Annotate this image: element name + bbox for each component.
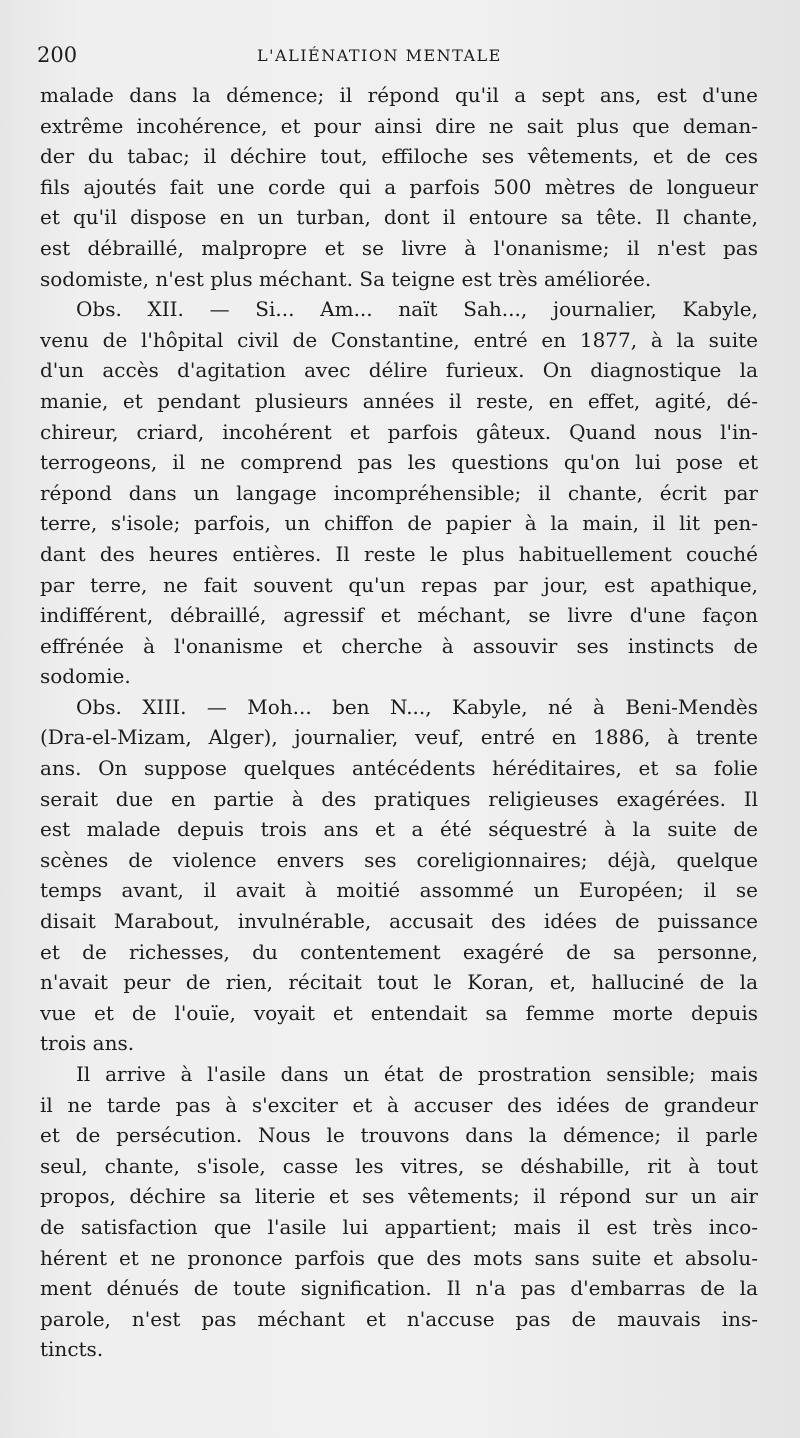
text-line: ans. On suppose quelques antécédents héréditaires, et sa folie (40, 756, 758, 781)
text-line: (Dra-el-Mizam, Alger), journalier, veuf, entré en 1886, à trente (40, 725, 758, 750)
text-line: der du tabac; il déchire tout, effiloche ses vêtements, et de ces (40, 144, 758, 169)
text-line: par terre, ne fait souvent qu'un repas par jour, est apathique, (40, 572, 758, 597)
text-line: effrénée à l'onanisme et cherche à assouvir ses instincts de (40, 633, 758, 658)
page-header (37, 40, 757, 70)
text-line: sodomie. (40, 664, 131, 689)
text-line: disait Marabout, invulnérable, accusait des idées de puissance (40, 909, 758, 934)
text-line: indifférent, débraillé, agressif et méchant, se livre d'une façon (40, 603, 758, 628)
text-line: propos, déchire sa literie et ses vêtements; il répond sur un air (40, 1184, 758, 1209)
text-line: dant des heures entières. Il reste le plus habituellement couché (40, 541, 758, 566)
paragraph-start-line: Il arrive à l'asile dans un état de prostration sensible; mais (76, 1062, 758, 1086)
text-line: malade dans la démence; il répond qu'il a sept ans, est d'une (40, 83, 758, 107)
text-line: serait due en partie à des pratiques religieuses exagérées. Il (40, 786, 758, 811)
running-head: L'ALIÉNATION MENTALE (257, 46, 502, 65)
text-line: d'un accès d'agitation avec délire furieux. On diagnostique la (40, 358, 758, 383)
text-line: trois ans. (40, 1031, 135, 1056)
text-line: tincts. (40, 1337, 104, 1362)
text-line: chireur, criard, incohérent et parfois gâteux. Quand nous l'in- (40, 419, 758, 444)
text-line: de satisfaction que l'asile lui appartient; mais il est très inco- (40, 1214, 758, 1239)
text-line: fils ajoutés fait une corde qui a parfois 500 mètres de longueur (40, 174, 758, 199)
text-line: extrême incohérence, et pour ainsi dire ne sait plus que deman- (40, 113, 758, 138)
page-number: 200 (37, 43, 78, 67)
text-line: temps avant, il avait à moitié assommé un Européen; il se (40, 878, 758, 903)
text-line: répond dans un langage incompréhensible; il chante, écrit par (40, 480, 758, 505)
text-line: sodomiste, n'est plus méchant. Sa teigne est très améliorée. (40, 266, 652, 291)
text-line: hérent et ne prononce parfois que des mots sans suite et absolu- (40, 1245, 758, 1270)
text-line: seul, chante, s'isole, casse les vitres, se déshabille, rit à tout (40, 1153, 758, 1178)
text-line: ment dénués de toute signification. Il n'a pas d'embarras de la (40, 1276, 758, 1301)
observation-heading-line: Obs. XIII. — Moh... ben N..., Kabyle, né à Beni-Mendès (76, 694, 758, 719)
body-text (40, 80, 758, 1365)
text-line: et de persécution. Nous le trouvons dans la démence; il parle (40, 1123, 758, 1148)
text-line: terrogeons, il ne comprend pas les questions qu'on lui pose et (40, 450, 758, 475)
text-line: et de richesses, du contentement exagéré de sa personne, (40, 939, 758, 964)
text-line: est malade depuis trois ans et a été séquestré à la suite de (40, 817, 758, 842)
text-line: et qu'il dispose en un turban, dont il entoure sa tête. Il chante, (40, 205, 758, 230)
text-line: manie, et pendant plusieurs années il reste, en effet, agité, dé- (40, 388, 758, 413)
text-line: il ne tarde pas à s'exciter et à accuser des idées de grandeur (40, 1092, 758, 1117)
text-line: n'avait peur de rien, récitait tout le Koran, et, halluciné de la (40, 970, 758, 995)
text-line: venu de l'hôpital civil de Constantine, entré en 1877, à la suite (40, 327, 758, 352)
text-line: vue et de l'ouïe, voyait et entendait sa femme morte depuis (40, 1000, 758, 1025)
text-line: terre, s'isole; parfois, un chiffon de papier à la main, il lit pen- (40, 511, 758, 536)
observation-heading-line: Obs. XII. — Si... Am... naït Sah..., journalier, Kabyle, (76, 297, 758, 322)
text-line: scènes de violence envers ses coreligionnaires; déjà, quelque (40, 847, 758, 872)
text-line: parole, n'est pas méchant et n'accuse pas de mauvais ins- (40, 1306, 758, 1331)
text-line: est débraillé, malpropre et se livre à l'onanisme; il n'est pas (40, 235, 758, 260)
